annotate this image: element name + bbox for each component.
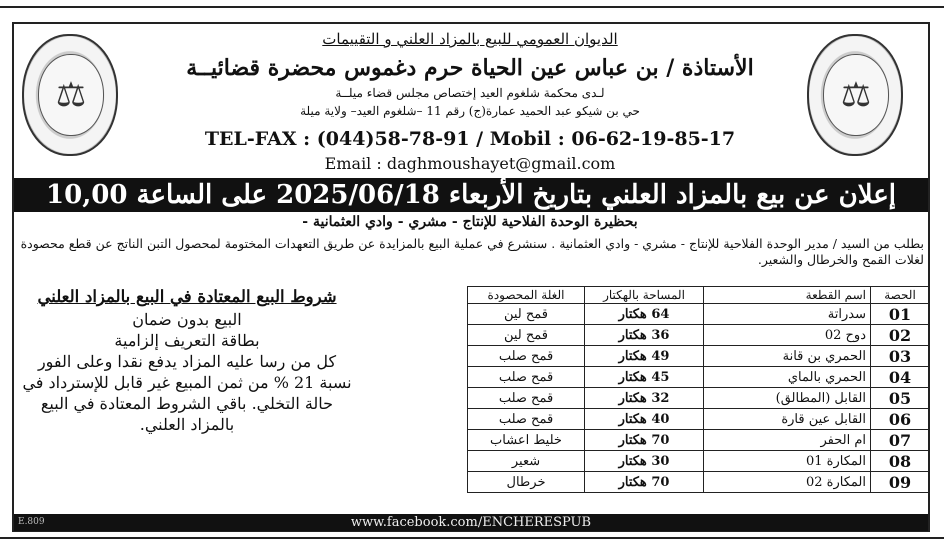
crop-type: خرطال [468,472,585,493]
plot-area: 36 هكتار [585,325,704,346]
lot-number: 02 [871,325,930,346]
crop-type: قمح صلب [468,346,585,367]
bottom-rule [0,537,944,539]
table-header-row [468,287,930,304]
lot-number: 09 [871,472,930,493]
plot-area: 30 هكتار [585,451,704,472]
plot-name: ام الحفر [704,430,871,451]
table-row [468,346,930,367]
intro-text: بطلب من السيد / مدير الوحدة الفلاحية للإنتاج - مشري - وادي العثمانية . سنشرع في عملية البيع بالمزايدة عن طريق التعهدات المختومة لمحصول التبن الناتج عن قطع محصودة لغلات القمح والخرطال والشعير. [20,236,924,267]
plot-name: المكارة 01 [704,451,871,472]
right-seal-icon: ⚖ [807,34,903,156]
lot-number: 04 [871,367,930,388]
top-rule [0,6,944,8]
lot-number: 07 [871,430,930,451]
crop-type: قمح صلب [468,388,585,409]
lot-number: 08 [871,451,930,472]
bailiff-name: الأستاذة / بن عباس عين الحياة حرم دغموس محضرة قضائيــة [186,55,754,81]
table-row [468,409,930,430]
lot-number: 01 [871,304,930,325]
table-row [468,325,930,346]
sale-conditions [22,286,352,435]
crop-type: خليط اعشاب [468,430,585,451]
auction-banner: إعلان عن بيع بالمزاد العلني بتاريخ الأربعاء 2025/06/18 على الساعة 10,00 [14,178,928,212]
facebook-link[interactable]: www.facebook.com/ENCHERESPUB [350,515,592,530]
crop-type: شعير [468,451,585,472]
crop-type: قمح لين [468,325,585,346]
crop-type: قمح صلب [468,409,585,430]
condition-line: كل من رسا عليه المزاد يدفع نقدا وعلى الفور نسبة 21 % من ثمن المبيع غير قابل للإسترداد في حالة التخلي. باقي الشروط المعتادة في البيع بالمزاد العلني. [22,352,352,434]
office-name: الديوان العمومي للبيع بالمزاد العلني و التقييمات [322,30,618,48]
table-row [468,367,930,388]
table-row [468,430,930,451]
crop-type: قمح صلب [468,367,585,388]
plot-name: دوح 02 [704,325,871,346]
header-plot-name: اسم القطعة [704,287,871,304]
plot-area: 64 هكتار [585,304,704,325]
table-row [468,304,930,325]
phone-line: TEL-FAX : (044)58-78-91 / Mobil : 06-62-19-85-17 [204,128,736,150]
footer-bar [14,514,928,531]
condition-line: البيع بدون ضمان [132,310,242,329]
plot-area: 32 هكتار [585,388,704,409]
left-seal-icon: ⚖ [22,34,118,156]
table-row [468,388,930,409]
location-subtitle: بحظيرة الوحدة الفلاحية للإنتاج - مشري - وادي العثمانية - [302,214,638,230]
plot-area: 40 هكتار [585,409,704,430]
plot-name: الحمري بالماي [704,367,871,388]
lot-number: 06 [871,409,930,430]
plot-name: القابل عين قارة [704,409,871,430]
lots-table [467,286,930,493]
address: حي بن شيكو عبد الحميد عمارة(ج) رقم 11 –شلغوم العيد– ولاية ميلة [300,104,640,118]
plot-name: الحمري بن قانة [704,346,871,367]
table-row [468,451,930,472]
plot-name: المكارة 02 [704,472,871,493]
plot-name: سدراتة [704,304,871,325]
jurisdiction: لـدى محكمة شلغوم العيد إختصاص مجلس قضاء ميلــة [335,86,605,100]
header-area: المساحة بالهكتار [585,287,704,304]
header-lot: الحصة [871,287,930,304]
plot-name: القابل (المطالق) [704,388,871,409]
condition-line: بطاقة التعريف إلزامية [114,331,260,350]
lot-number: 05 [871,388,930,409]
plot-area: 70 هكتار [585,472,704,493]
lot-number: 03 [871,346,930,367]
conditions-title: شروط البيع المعتادة في البيع بالمزاد العلني [37,287,337,306]
plot-area: 45 هكتار [585,367,704,388]
table-row [468,472,930,493]
plot-area: 49 هكتار [585,346,704,367]
crop-type: قمح لين [468,304,585,325]
plot-area: 70 هكتار [585,430,704,451]
header-crop: الغلة المحصودة [468,287,585,304]
email-line: Email : daghmoushayet@gmail.com [324,154,616,173]
notice-code: E.809 [18,517,45,527]
